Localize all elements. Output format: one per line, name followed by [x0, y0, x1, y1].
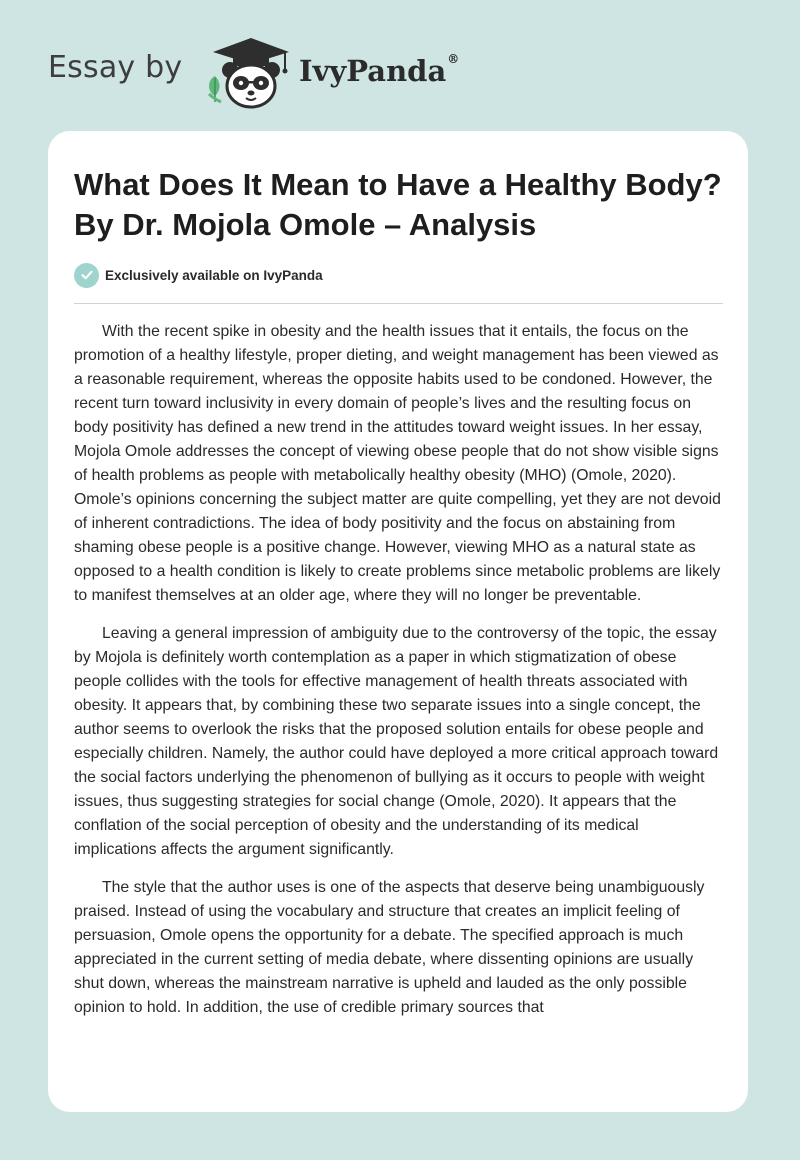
- check-icon: [74, 263, 99, 288]
- site-header: [0, 0, 800, 130]
- paragraph: With the recent spike in obesity and the health issues that it entails, the focus on the promotion of a healthy lifestyle, proper dieting, and weight management has been viewed as a reasonable requirement, whereas the opposite habits used to be condoned. However, the recent turn toward inclusivity in every domain of people’s lives and the resulting focus on body positivity has defined a new trend in the attitudes toward weight issues. In her essay, Mojola Omole addresses the concept of viewing obese people that do not show visible signs of health problems as people with metabolically healthy obesity (MHO) (Omole, 2020). Omole’s opinions concerning the subject matter are quite compelling, yet they are not devoid of inherent contradictions. The idea of body positivity and the focus on abstaining from shaming obese people is a positive change. However, viewing MHO as a natural state as opposed to a health condition is likely to create problems since metabolic problems are likely to manifest themselves at an older age, where they will no longer be preventable.: [74, 323, 721, 604]
- exclusive-label: Exclusively available on IvyPanda: [105, 267, 323, 283]
- paragraph: The style that the author uses is one of the aspects that deserve being unambiguously praised. Instead of using the vocabulary and structure that creates an implicit feeling of persuasion, Omole opens the opportunity for a debate. The specified approach is much appreciated in the current setting of media debate, where dissenting opinions are usually shut down, whereas the mainstream narrative is upheld and lauded as the only possible opinion to hold. In addition, the use of credible primary sources that: [74, 879, 705, 1016]
- essay-title: What Does It Mean to Have a Healthy Body? By Dr. Mojola Omole – Analysis: [74, 167, 722, 242]
- exclusive-badge: [74, 262, 323, 288]
- essay-body: [74, 320, 724, 1034]
- paragraph: Leaving a general impression of ambiguity due to the controversy of the topic, the essay by Mojola is definitely worth contemplation as a paper in which stigmatization of obese people collides with the tools for effective management of health threats associated with obesity. It appears that, by combining these two separate issues into a single concept, the author seems to overlook the risks that the proposed solution entails for obese people and especially children. Namely, the author could have deployed a more critical approach toward the social factors underlying the phenomenon of bullying as it occurs to people with weight issues, thus suggesting strategies for social change (Omole, 2020). It appears that the conflation of the social perception of obesity and the understanding of its medical implications affects the argument significantly.: [74, 625, 719, 858]
- panda-graduate-logo-icon[interactable]: [203, 36, 295, 110]
- ivypanda-brand[interactable]: [299, 54, 459, 88]
- essay-by-label: Essay by: [48, 50, 183, 85]
- divider: [74, 303, 723, 304]
- registered-mark: ®: [447, 52, 460, 66]
- essay-card: [48, 131, 748, 1112]
- brand-name: IvyPanda: [299, 54, 447, 88]
